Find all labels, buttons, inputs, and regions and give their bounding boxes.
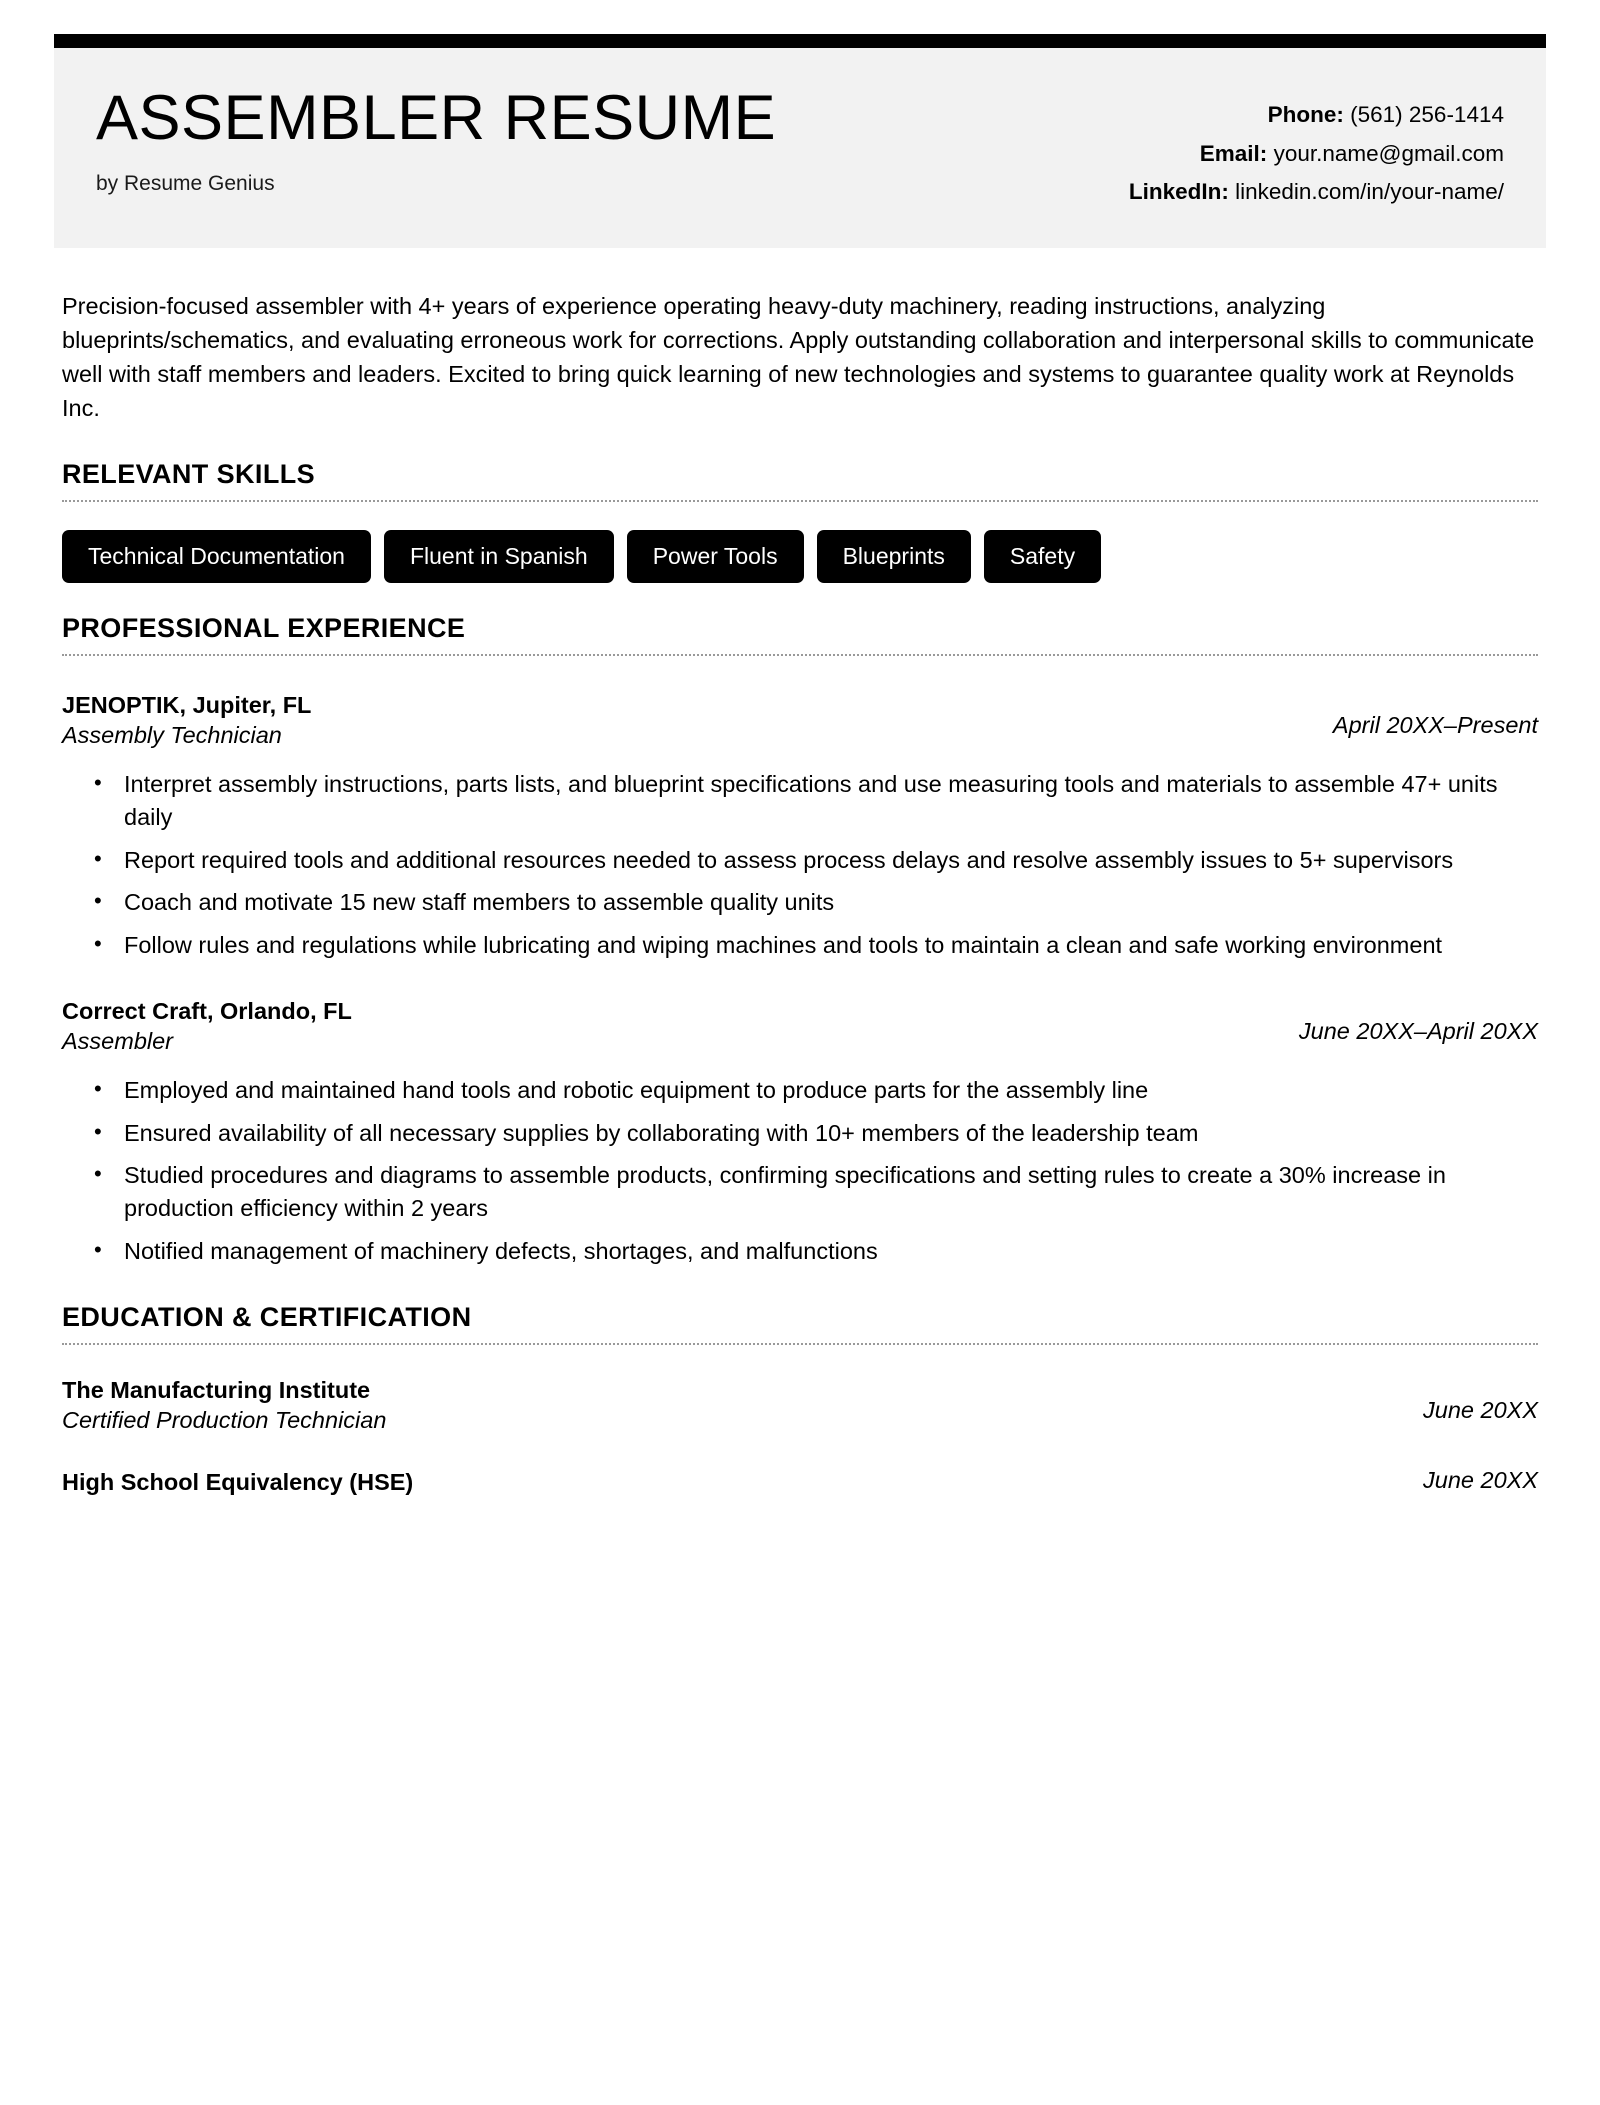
header-identity <box>96 82 776 196</box>
contact-phone-label: Phone: <box>1267 102 1344 127</box>
bullet-item: • Interpret assembly instructions, parts lists, and blueprint specifications and use measuring tools and materials to assemble 47+ units daily <box>124 768 1538 835</box>
contact-email <box>1200 135 1504 174</box>
education-school: The Manufacturing Institute <box>62 1376 371 1403</box>
bullet-item: • Coach and motivate 15 new staff members to assemble quality units <box>124 886 1538 919</box>
education-school: High School Equivalency (HSE) <box>62 1469 414 1496</box>
resume-page <box>0 34 1600 2105</box>
experience-company: JENOPTIK, Jupiter, FL <box>62 691 312 718</box>
experience-entry-header <box>62 996 1538 1058</box>
experience-company: Correct Craft, Orlando, FL <box>62 997 352 1024</box>
education-date: June 20XX <box>1423 1396 1538 1423</box>
section-divider <box>62 1343 1538 1345</box>
education-entry <box>62 1375 1538 1437</box>
experience-bullets <box>62 768 1538 962</box>
experience-role: Assembly Technician <box>62 722 282 749</box>
bullet-item: • Ensured availability of all necessary supplies by collaborating with 10+ members of the leadership team <box>124 1117 1538 1150</box>
header-accent-bar <box>54 34 1546 48</box>
page-title: ASSEMBLER RESUME <box>96 83 777 153</box>
experience-role: Assembler <box>62 1028 174 1055</box>
skills-section <box>62 459 1538 582</box>
contact-phone <box>1268 96 1504 135</box>
contact-email-label: Email: <box>1199 140 1268 166</box>
professional-summary: Precision-focused assembler with 4+ years of experience operating heavy-duty machinery, reading instructions, analyzing blueprints/schematics, and evaluating erroneous work for corrections. Apply outstanding collaboration and interpersonal skills to communicate well with staff members and leaders. Excited to bring quick learning of new technologies and systems to guarantee quality work at Reynolds Inc. <box>62 293 1535 421</box>
experience-entry <box>62 996 1538 1268</box>
contact-phone-value: (561) 256-1414 <box>1350 102 1504 127</box>
experience-bullets <box>62 1074 1538 1268</box>
section-divider <box>62 500 1538 502</box>
skills-list <box>62 530 1538 582</box>
contact-linkedin-label: LinkedIn: <box>1128 179 1229 205</box>
experience-dates: June 20XX–April 20XX <box>1298 1017 1538 1044</box>
section-divider <box>62 654 1538 656</box>
bullet-item: • Report required tools and additional resources needed to assess process delays and resolve assembly issues to 5+ supervisors <box>124 844 1538 877</box>
skills-section-title: RELEVANT SKILLS <box>62 459 316 490</box>
education-section <box>62 1302 1538 1498</box>
education-date: June 20XX <box>1423 1467 1538 1494</box>
experience-entry-header <box>62 690 1538 752</box>
experience-section-title: PROFESSIONAL EXPERIENCE <box>62 612 466 643</box>
skill-pill: Fluent in Spanish <box>384 530 614 582</box>
education-entry <box>62 1467 1538 1498</box>
contact-email-value[interactable]: your.name@gmail.com <box>1273 140 1504 166</box>
experience-entry-identity <box>62 996 352 1058</box>
education-entry-identity <box>62 1375 386 1437</box>
skill-pill: Safety <box>984 530 1101 582</box>
education-section-title: EDUCATION & CERTIFICATION <box>62 1301 472 1332</box>
education-entry-identity <box>62 1467 413 1498</box>
education-credential: Certified Production Technician <box>62 1407 387 1434</box>
resume-header <box>54 34 1546 248</box>
skill-pill: Power Tools <box>627 530 804 582</box>
skill-pill: Blueprints <box>817 530 971 582</box>
bullet-item: • Notified management of machinery defects, shortages, and malfunctions <box>124 1235 1538 1268</box>
experience-entry <box>62 690 1538 962</box>
contact-linkedin <box>1129 173 1504 212</box>
experience-dates: April 20XX–Present <box>1332 711 1538 738</box>
resume-body <box>54 290 1546 1498</box>
header-band <box>54 48 1546 248</box>
bullet-item: • Studied procedures and diagrams to assemble products, confirming specifications and setting rules to create a 30% increase in production efficiency within 2 years <box>124 1159 1538 1226</box>
bullet-item: • Employed and maintained hand tools and robotic equipment to produce parts for the assembly line <box>124 1074 1538 1107</box>
bullet-item: • Follow rules and regulations while lubricating and wiping machines and tools to maintain a clean and safe working environment <box>124 929 1538 962</box>
experience-entry-identity <box>62 690 311 752</box>
byline: by Resume Genius <box>96 172 275 196</box>
contact-block <box>1129 82 1504 212</box>
contact-linkedin-value[interactable]: linkedin.com/in/your-name/ <box>1235 179 1504 205</box>
skill-pill: Technical Documentation <box>62 530 371 582</box>
experience-section <box>62 613 1538 1268</box>
